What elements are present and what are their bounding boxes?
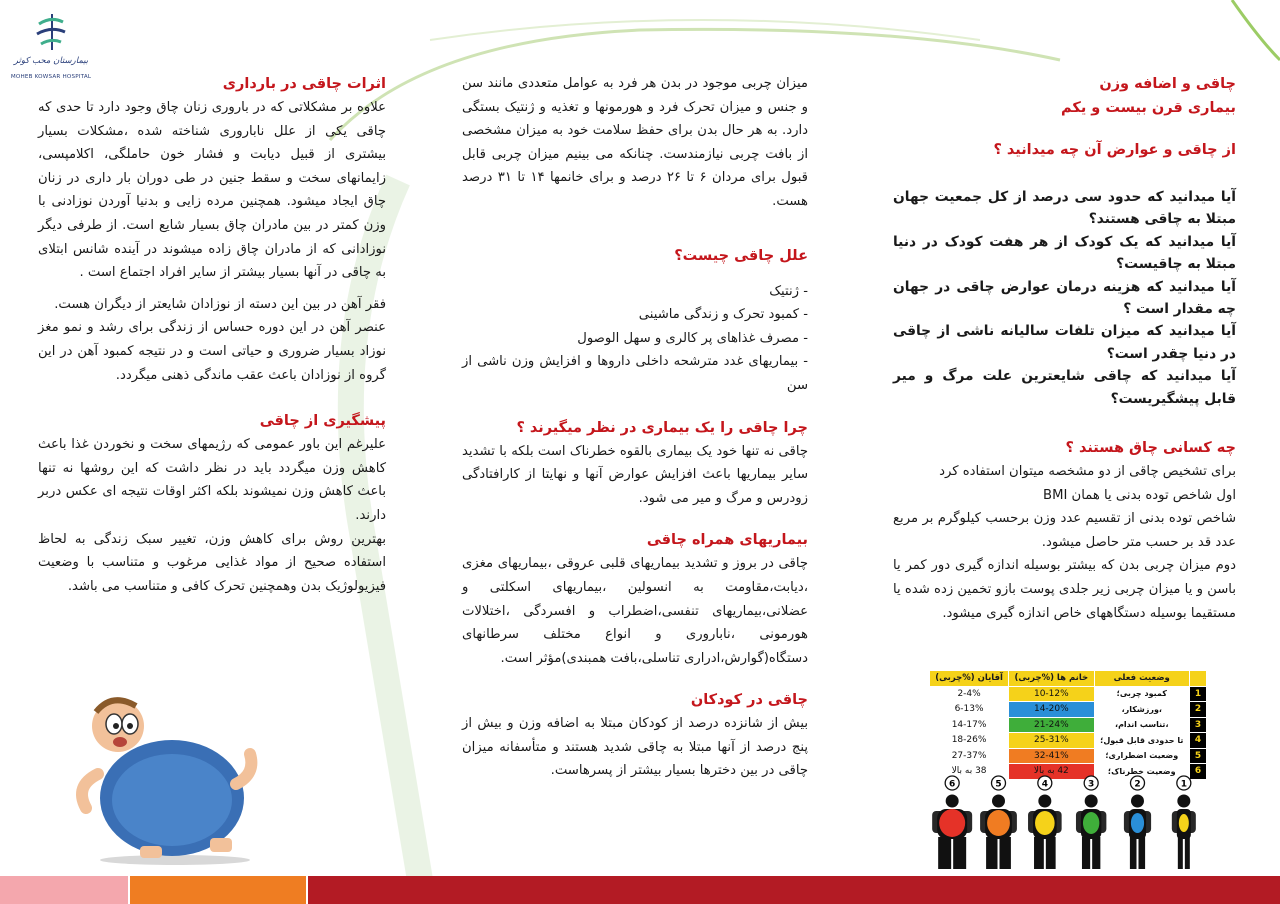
table-row	[930, 733, 1207, 749]
right-column	[893, 72, 1236, 625]
logo-subtitle: MOHEB KOWSAR HOSPITAL	[10, 74, 92, 80]
body-figure	[1028, 776, 1062, 869]
facts-list	[893, 186, 1236, 410]
body-fat-figures	[929, 775, 1207, 871]
iron-text-2: عنصر آهن در این دوره حساس از زندگی برای رشد و نمو مغز نوزاد بسیار ضروری و حیاتی است و در نتیجه کمبود آهن در این گروه از نوزادان باعث عقب ماندگی ذهنی میگردد.	[38, 320, 386, 383]
status-cell: ،ورزشکار،	[1094, 702, 1189, 718]
iron-text-1: فقر آهن در بین این دسته از نوزادان شایعتر از دیگران هست.	[54, 296, 386, 312]
footer-orange-segment	[130, 876, 306, 904]
women-cell: 42 به بالا	[1009, 764, 1094, 780]
body-figure	[1076, 776, 1106, 869]
left-column	[38, 72, 386, 598]
causes-list	[462, 280, 808, 398]
table-header: خانم ها (%چربی)	[1009, 671, 1094, 687]
men-cell: 18-26%	[930, 733, 1009, 749]
prevention-text-1: علیرغم این باور عمومی که رژیمهای سخت و نخوردن غذا باعث کاهش وزن میگردد باید در نظر داشت که این روشها نه تنها باعث کاهش وزن نمیشوند بلکه اکثر اوقات نتیجه ای عکس دربر دارند.	[38, 437, 386, 523]
hospital-logo-icon	[31, 10, 71, 54]
men-cell: 2-4%	[930, 686, 1009, 702]
body-figure	[1172, 776, 1196, 869]
middle-column	[462, 72, 808, 783]
status-cell: تا حدودی قابل قبول؛	[1094, 733, 1189, 749]
body-figure	[932, 776, 972, 869]
body-figure	[980, 776, 1017, 869]
kids-text: بیش از شانزده درصد از کودکان مبتلا به اضافه وزن و بیش از پنج درصد از آنها مبتلا به چاقی شدید هستند و متأسفانه میزان چاقی در بین دخترها بسیار بیشتر از پسرهاست.	[462, 716, 808, 779]
causes-heading: علل چاقی چیست؟	[674, 247, 808, 264]
table-row	[930, 717, 1207, 733]
table-row	[930, 702, 1207, 718]
footer-pink-segment	[0, 876, 128, 904]
footer-color-bar	[0, 876, 1280, 904]
men-cell: 6-13%	[930, 702, 1009, 718]
question-heading: از چاقی و عوارض آن چه میدانید ؟	[993, 142, 1236, 158]
list-item: - ژنتیک	[769, 283, 808, 299]
diseases-heading: بیماریهای همراه چاقی	[646, 532, 808, 549]
women-cell: 14-20%	[1009, 702, 1094, 718]
row-number: 3	[1190, 717, 1207, 733]
kids-heading: چاقی در کودکان	[690, 692, 808, 709]
row-number: 4	[1190, 733, 1207, 749]
women-cell: 25-31%	[1009, 733, 1094, 749]
women-cell: 21-24%	[1009, 717, 1094, 733]
figure-label: 5	[995, 779, 1002, 790]
who-text-4: دوم میزان چربی بدن که بیشتر بوسیله اندازه گیری دور کمر یا باسن و یا میزان چربی زیر جلدی پوست بازو تخمین زده شده یا مستقیما بوسیله دستگاههای خاص اندازه گیری میشود.	[893, 558, 1236, 621]
body-fat-table	[929, 670, 1207, 780]
row-number: 2	[1190, 702, 1207, 718]
fact-item: آیا میدانید که یک کودک از هر هفت کودک در دنیا مبتلا به چاقیست؟	[893, 233, 1236, 273]
who-text-1: برای تشخیص چاقی از دو مشخصه میتوان استفاده کرد	[939, 464, 1236, 480]
who-heading: چه کسانی چاق هستند ؟	[1065, 440, 1236, 457]
diseases-text: چاقی در بروز و تشدید بیماریهای قلبی عروقی ،بیماریهای مغزی ،دیابت،مقاومت به انسولین ،بیماریهای اسکلتی و عضلانی،بیماریهای تنفسی،اضطراب و افسردگی ،اختلالات هورمونی ،ناباروری و انواع مختلف سرطانهای دستگاه(گوارش،ادراری تناسلی،بافت همبندی)مؤثر است.	[462, 556, 808, 666]
women-cell: 32-41%	[1009, 748, 1094, 764]
who-text-2: اول شاخص توده بدنی یا همان BMI	[1043, 487, 1236, 503]
women-cell: 10-12%	[1009, 686, 1094, 702]
who-text-3: شاخص توده بدنی از تقسیم عدد وزن برحسب کیلوگرم بر مربع عدد قد بر حسب متر حاصل میشود.	[893, 511, 1236, 550]
figure-label: 4	[1041, 779, 1048, 790]
status-cell: وضعیت اضطراری؛	[1094, 748, 1189, 764]
figure-label: 1	[1180, 779, 1187, 790]
list-item: - بیماریهای غدد مترشحه داخلی داروها و افزایش وزن ناشی از سن	[462, 354, 808, 393]
figure-label: 6	[949, 779, 956, 790]
why-heading: چرا چاقی را یک بیماری در نظر میگیرند ؟	[516, 419, 808, 436]
fact-item: آیا میدانید که میزان تلفات سالیانه ناشی از چاقی در دنیا چقدر است؟	[893, 323, 1236, 362]
fact-item: آیا میدانید که حدود سی درصد از کل جمعیت جهان مبتلا به چاقی هستند؟	[893, 189, 1236, 228]
list-item: - مصرف غذاهای پر کالری و سهل الوصول	[577, 330, 808, 346]
overweight-man-illustration	[60, 688, 260, 868]
table-row	[930, 748, 1207, 764]
status-cell: وضعیت خطرناک؛	[1094, 764, 1189, 780]
status-cell: ،تناسب اندام،	[1094, 717, 1189, 733]
row-number: 5	[1190, 748, 1207, 764]
table-header-row	[930, 671, 1207, 687]
prevention-text-2: بهترین روش برای کاهش وزن، تغییر سبک زندگی به لحاظ استفاده صحیح از مواد غذایی مرغوب و متناسب با وضعیت فیزیولوژیک بدن وهمچنین تحرک کافی و متناسب می باشد.	[38, 531, 386, 594]
main-subtitle: بیماری قرن بیست و یکم	[1061, 100, 1236, 116]
pregnancy-heading: اثرات چاقی در بارداری	[222, 76, 386, 92]
intro-text: میزان چربی موجود در بدن هر فرد به عوامل متعددی مانند سن و جنس و میزان تحرک فرد و هورمونها و تغذیه و ژنتیک بستگی دارد. به هر حال بدن برای حفظ سلامت خود به میزان مشخصی از بافت چربی نیازمندست. چنانکه می بینیم میزان چربی قابل قبول برای مردان ۶ تا ۲۶ درصد و برای خانمها ۱۴ تا ۳۱ درصد هست.	[462, 76, 808, 209]
men-cell: 27-37%	[930, 748, 1009, 764]
men-cell: 14-17%	[930, 717, 1009, 733]
table-row	[930, 686, 1207, 702]
body-figure	[1124, 776, 1151, 869]
men-cell: 38 به بالا	[930, 764, 1009, 780]
main-title: چاقی و اضافه وزن	[1099, 76, 1236, 92]
fact-item: آیا میدانید که چاقی شایعترین علت مرگ و میر قابل پیشگیریست؟	[893, 368, 1236, 407]
figure-label: 3	[1088, 779, 1095, 790]
row-number: 6	[1190, 764, 1207, 780]
pregnancy-text: علاوه بر مشکلاتی که در باروری زنان چاق وجود دارد تا حدی که چاقی یکی از علل ناباروری شناخته شده ،مشکلات بسیار بیشتری از قبیل دیابت و فشار خون حاملگی، اکلامپسی، زایمانهای سخت و سقط جنین در طی دوران بار داری در زنان چاق ایجاد میشود. همچنین مرده زایی و بدنیا آوردن نوزادنی با وزن کمتر در بین مادران چاق بسیار شایع است. از طرفی دیگر نوزادانی که از مادران چاق زاده میشوند در آینده شانس ابتلای به چاقی در آنها بسیار بیشتر از سایر افراد اجتماع است .	[38, 100, 386, 281]
table-header: آقایان (%چربی)	[930, 671, 1009, 687]
why-text: چاقی نه تنها خود یک بیماری بالقوه خطرناک است بلکه با تشدید سایر بیماریها باعث افزایش عوارض آنها و نهایتا از کارافتادگی زودرس و مرگ و میر می شود.	[462, 443, 808, 506]
figure-label: 2	[1134, 779, 1141, 790]
prevention-heading: پیشگیری از چاقی	[259, 413, 386, 430]
status-cell: کمبود چربی؛	[1094, 686, 1189, 702]
footer-red-segment	[308, 876, 1280, 904]
row-number: 1	[1190, 686, 1207, 702]
logo-name: بیمارستان محب کوثر	[13, 56, 89, 66]
list-item: - کمبود تحرک و زندگی ماشینی	[638, 307, 808, 323]
table-header: وضعیت فعلی	[1094, 671, 1189, 687]
fact-item: آیا میدانید که هزینه درمان عوارض چاقی در جهان چه مقدار است ؟	[893, 278, 1236, 318]
